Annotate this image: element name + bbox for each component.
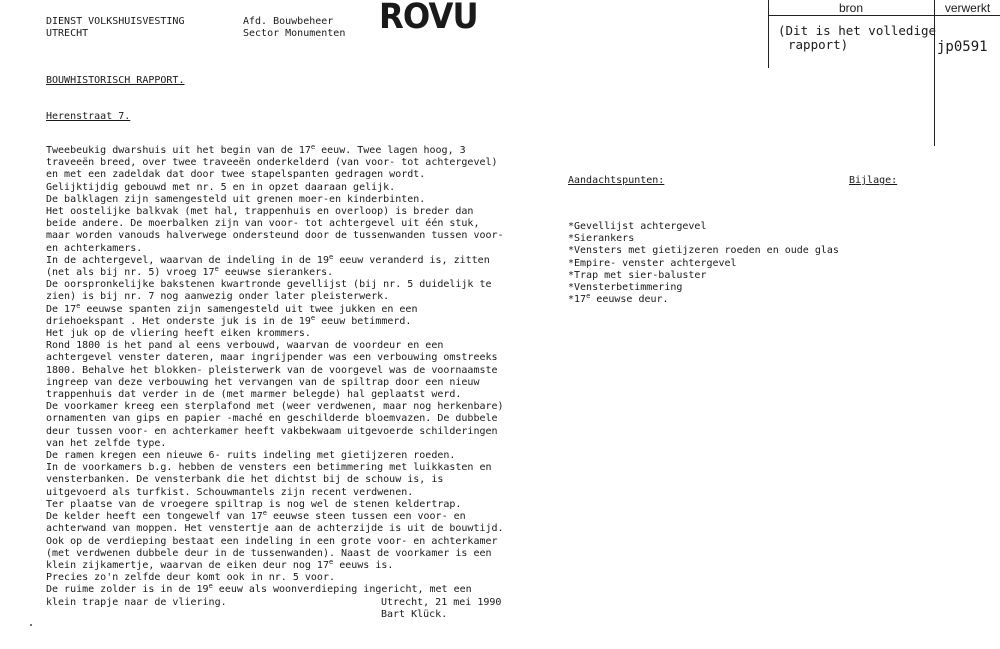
body-line: Gelijktijdig gebouwd met nr. 5 en in opzet daaraan gelijk. — [46, 181, 396, 193]
rovu-logo: ROVU — [379, 0, 478, 37]
stamp-box-header-rule — [768, 15, 1000, 16]
body-line: De 17e eeuwse spanten zijn samengesteld uit twee jukken en een — [46, 301, 418, 315]
author: Bart Klück. — [381, 609, 448, 620]
stamp-header-verwerkt: verwerkt — [944, 1, 991, 15]
department: Afd. Bouwbeheer — [243, 16, 334, 27]
report-title: BOUWHISTORISCH RAPPORT. — [46, 75, 185, 86]
body-line: uitgevoerd als turfkist. Schouwmantels zijn recent verdwenen. — [46, 486, 414, 498]
body-line: Tweebeukig dwarshuis uit het begin van de 17e eeuw. Twee lagen hoog, 3 — [46, 143, 466, 156]
org-city: UTRECHT — [46, 28, 89, 39]
body-line: In de voorkamers b.g. hebben de vensters een betimmering met luikkasten en — [46, 462, 492, 474]
stamp-remark-line1: (Dit is het volledige — [778, 23, 937, 38]
body-line: klein trapje naar de vliering. — [46, 596, 227, 608]
body-line: driehoekspant . Het onderste juk is in de 19e eeuw betimmerd. — [46, 313, 412, 327]
stamp-remark-line2: rapport) — [788, 37, 849, 52]
body-line: Rond 1800 is het pand al eens verbouwd, waarvan de voordeur en een — [46, 340, 444, 352]
body-line: beide andere. De moerbalken zijn van voor- tot achtergevel uit één stuk, — [46, 218, 480, 230]
body-line: zien) is bij nr. 7 nog aanwezig onder later pleisterwerk. — [46, 291, 390, 303]
body-line: achterwand van moppen. Het venstertje aan de achterzijde is uit de bouwtijd. — [46, 523, 504, 535]
scan-speck — [30, 624, 32, 626]
body-line: Het oostelijke balkvak (met hal, trappenhuis en overloop) is breder dan — [46, 206, 474, 218]
body-line: (met verdwenen dubbele deur in de tussenwanden). Naast de voorkamer is een — [46, 547, 492, 559]
body-line: van het zelfde type. — [46, 437, 167, 449]
report-address: Herenstraat 7. — [46, 111, 131, 122]
body-line: en achterkamers. — [46, 242, 143, 254]
body-line: maar worden vanouds halverwege ondersteund door de tussenwanden tussen voor- — [46, 230, 504, 242]
attention-item: *17e eeuwse deur. — [568, 292, 669, 306]
body-line: traveeën breed, over twee traveeën onderkelderd (van voor- tot achtergevel) — [46, 157, 498, 169]
body-line: De balklagen zijn samengesteld uit grenen moer-en kinderbinten. — [46, 193, 426, 205]
body-line: en met een zadeldak dat door twee stapelspanten gedragen wordt. — [46, 169, 426, 181]
appendix-heading: Bijlage: — [849, 175, 898, 186]
stamp-code: jp0591 — [937, 39, 988, 55]
attention-item: *Vensters met gietijzeren roeden en oude glas — [568, 245, 839, 257]
attention-item: *Gevellijst achtergevel — [568, 221, 707, 232]
attention-item: *Empire- venster achtergevel — [568, 257, 737, 269]
place-date: Utrecht, 21 mei 1990 — [381, 597, 502, 608]
body-line: deur tussen voor- en achterkamer heeft vakbekwaam uitgevoerde schilderingen — [46, 425, 498, 437]
stamp-header-bron: bron — [838, 1, 864, 15]
body-line: Het juk op de vliering heeft eiken krommers. — [46, 328, 311, 340]
body-line: ornamenten van gips en papier -maché en geschilderde bloemvazen. De dubbele — [46, 413, 498, 425]
body-line: vensterbanken. De vensterbank die het dichtst bij de schouw is, is — [46, 474, 444, 486]
attention-item: *Vensterbetimmering — [568, 282, 683, 294]
attention-list — [568, 221, 839, 306]
body-line: ingreep van deze verbouwing het vervangen van de spiltrap door een nieuw — [46, 376, 480, 388]
body-line: klein zijkamertje, waarvan de eiken deur nog 17e eeuws is. — [46, 557, 394, 571]
body-line: achtergevel venster dateren, maar ingrijpender was een verbouwing omstreeks — [46, 352, 498, 364]
body-line: In de achtergevel, waarvan de indeling in de 19e eeuw veranderd is, zitten — [46, 252, 490, 266]
attention-heading: Aandachtspunten: — [568, 175, 665, 186]
sector: Sector Monumenten — [243, 28, 346, 39]
report-body — [46, 145, 546, 609]
body-line: trappenhuis dat verder in de (met marmer belegde) hal geplaatst werd. — [46, 389, 462, 401]
body-line: (net als bij nr. 5) vroeg 17e eeuwse sierankers. — [46, 265, 334, 279]
body-line: 1800. Behalve het blokken- pleisterwerk van de voorgevel was de voornaamste — [46, 364, 498, 376]
body-line: Ter plaatse van de vroegere spiltrap is nog wel de stenen keldertrap. — [46, 498, 462, 510]
body-line: Ook op de verdieping bestaat een indeling in een grote voor- en achterkamer — [46, 535, 498, 547]
body-line: De ruime zolder is in de 19e eeuw als woonverdieping ingericht, met een — [46, 582, 472, 596]
body-line: De ramen kregen een nieuwe 6- ruits indeling met gietijzeren roeden. — [46, 450, 456, 462]
stamp-box-divider — [934, 0, 935, 146]
attention-item: *Sierankers — [568, 233, 635, 245]
attention-item: *Trap met sier-baluster — [568, 269, 707, 281]
body-line: De voorkamer kreeg een sterplafond met (weer verdwenen, maar nog herkenbare) — [46, 401, 504, 413]
body-line: De kelder heeft een tongewelf van 17e eeuwse steen tussen een voor- en — [46, 509, 466, 523]
body-line: De oorspronkelijke bakstenen kwartronde gevellijst (bij nr. 5 duidelijk te — [46, 279, 492, 291]
org-name: DIENST VOLKSHUISVESTING — [46, 16, 185, 27]
body-line: Precies zo'n zelfde deur komt ook in nr. 5 voor. — [46, 572, 335, 584]
